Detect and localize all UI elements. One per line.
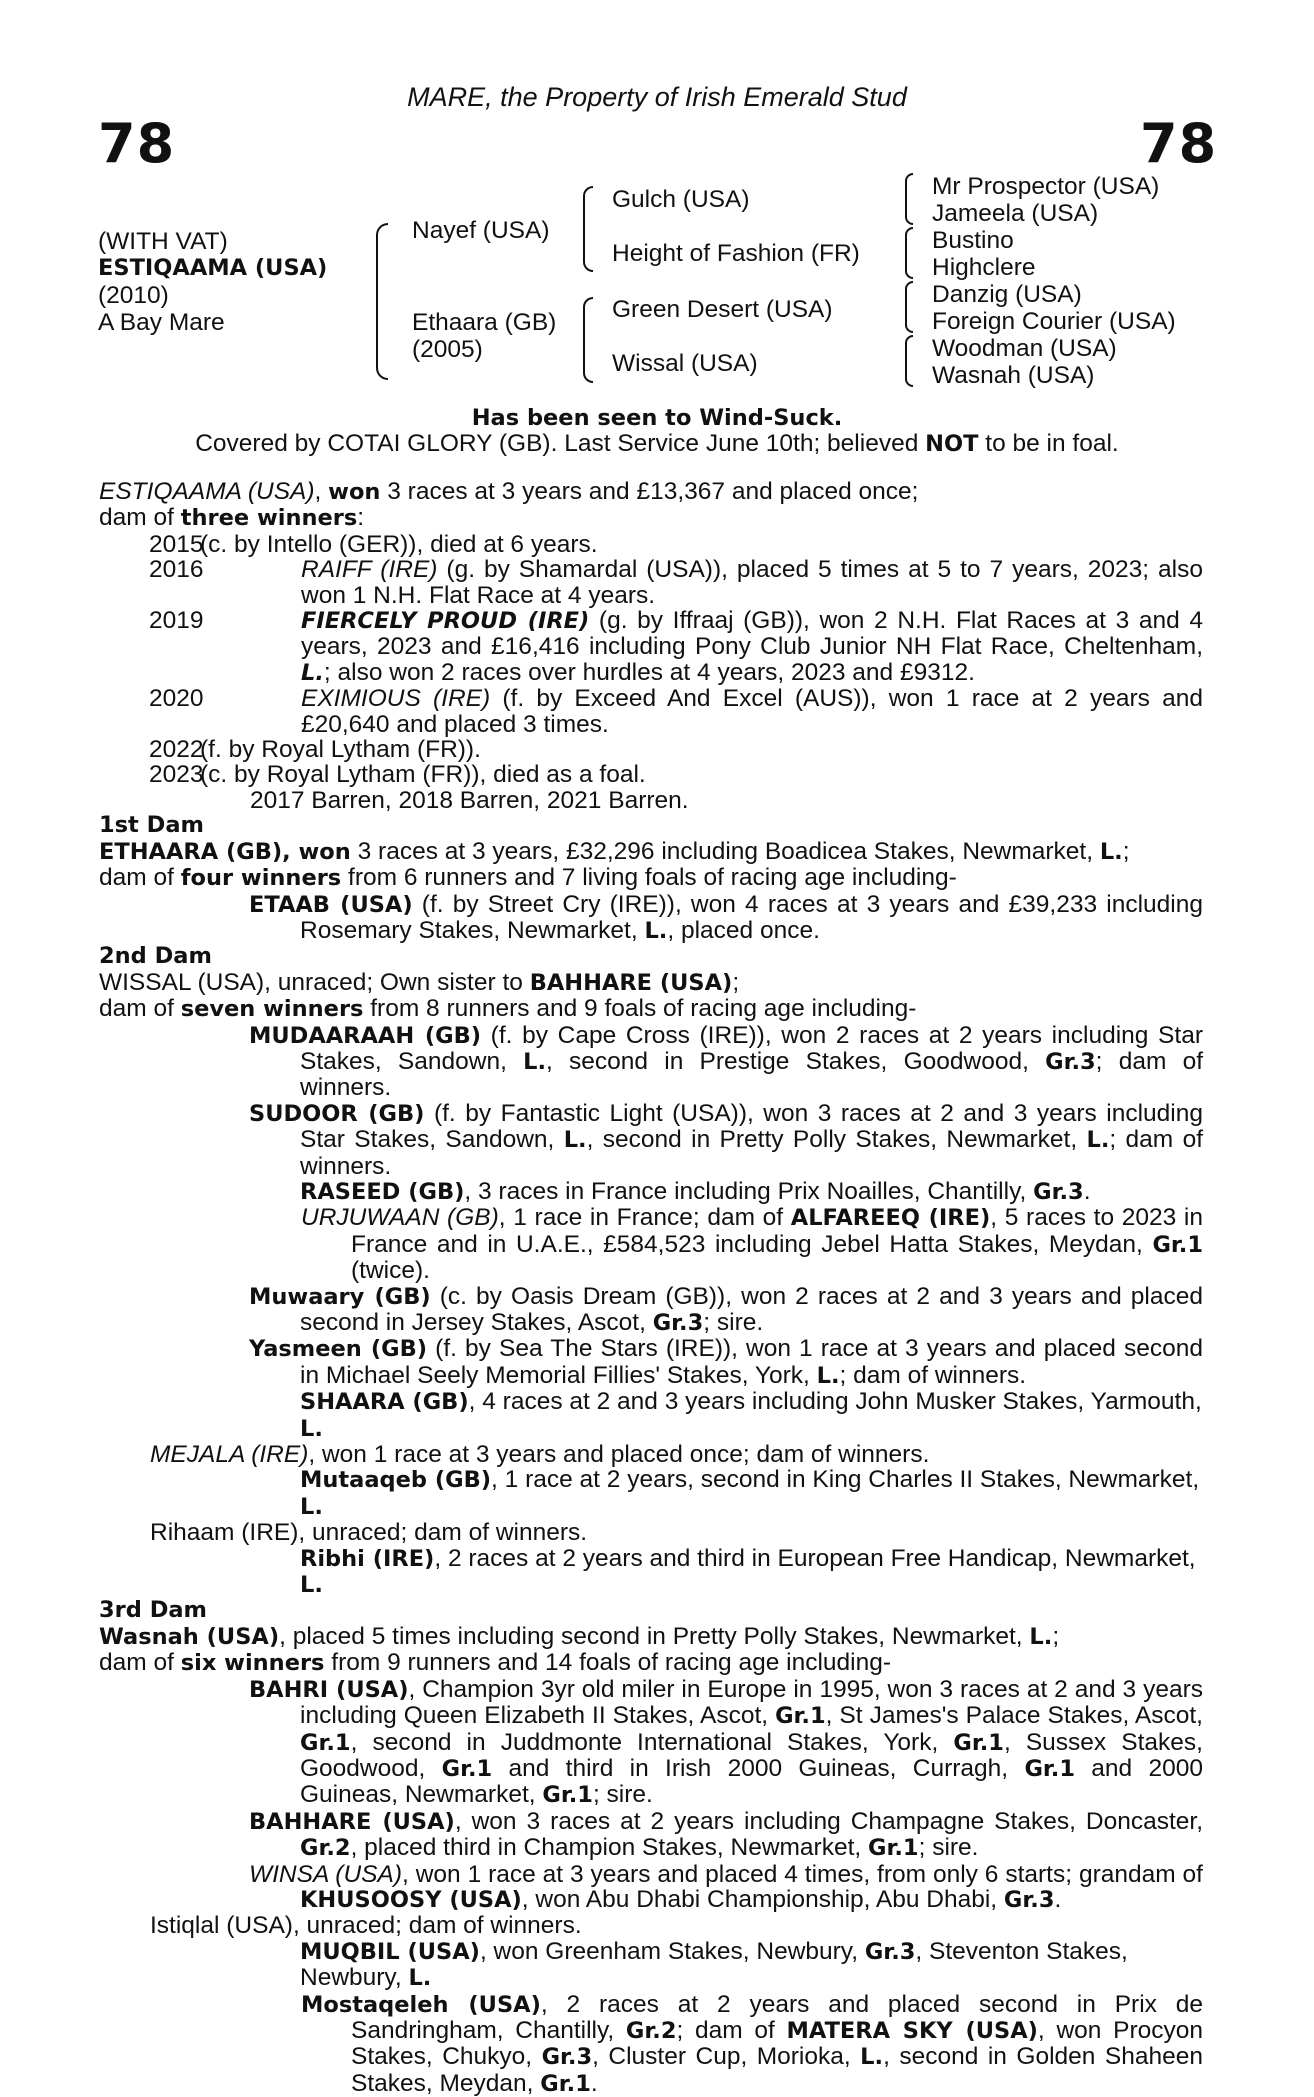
dam2-mejala: MEJALA (IRE), won 1 race at 3 years and placed once; dam of winners. <box>150 1441 930 1469</box>
gen3-1: Mr Prospector (USA) <box>932 173 1160 200</box>
horse-year: (2010) <box>98 282 169 309</box>
dam2-mudaaraah: MUDAARAAH (GB) (f. by Cape Cross (IRE)), won 2 races at 2 years including Star Stakes, Sandown, L., second in Prestige Stakes, Goodwood, Gr.3; dam of winners. <box>249 1021 1204 1102</box>
dam3-muqbil: MUQBIL (USA), won Greenham Stakes, Newbury, Gr.3, Steventon Stakes, Newbury, L. <box>300 1937 1128 1992</box>
gen2-dam-sire: Green Desert (USA) <box>612 296 833 323</box>
gen3-5: Danzig (USA) <box>932 281 1082 308</box>
dam1-heading: 1st Dam <box>99 812 204 839</box>
sire-name: Nayef (USA) <box>412 217 550 244</box>
dam2-shaara: SHAARA (GB), 4 races at 2 and 3 years including John Musker Stakes, Yarmouth, L. <box>300 1388 1202 1442</box>
gen3-2: Jameela (USA) <box>932 200 1099 227</box>
dam2-urjuwaan: URJUWAAN (GB), 1 race in France; dam of ALFAREEQ (IRE), 5 races to 2023 in France and in U.A.E., £584,523 including Jebel Hatta Stakes, Meydan, Gr.1 (twice). <box>301 1204 1203 1285</box>
brace-gen3-2 <box>905 227 913 279</box>
produce-2016: 2016 RAIFF (IRE) (g. by Shamardal (USA)), placed 5 times at 5 to 7 years, 2023; also won 1 N.H. Flat Race at 4 years. <box>149 556 1203 609</box>
gen2-sire-dam: Height of Fashion (FR) <box>612 240 860 267</box>
dam3-bahri: BAHRI (USA), Champion 3yr old miler in Europe in 1995, won 3 races at 2 and 3 years including Queen Elizabeth II Stakes, Ascot, Gr.1, St James's Palace Stakes, Ascot, Gr.1, second in Juddmonte International Stakes, York, Gr.1, Sussex Stakes, Goodwood, Gr.1 and third in Irish 2000 Guineas, Curragh, Gr.1 and 2000 Guineas, Newmarket, Gr.1; sire. <box>249 1675 1203 1809</box>
dam2-heading: 2nd Dam <box>99 943 212 970</box>
produce-damof: dam of three winners: <box>99 504 365 532</box>
dam2-raseed: RASEED (GB), 3 races in France including Prix Noailles, Chantilly, Gr.3. <box>300 1177 1091 1205</box>
brace-gen2-bottom <box>583 297 593 383</box>
dam2-mutaaqeb: Mutaaqeb (GB), 1 race at 2 years, second in King Charles II Stakes, Newmarket, L. <box>300 1466 1200 1520</box>
dam3-record: Wasnah (USA), placed 5 times including second in Pretty Polly Stakes, Newmarket, L.; <box>99 1622 1060 1650</box>
gen2-dam-dam: Wissal (USA) <box>612 350 758 377</box>
dam3-mostaqeleh: Mostaqeleh (USA), 2 races at 2 years and placed second in Prix de Sandringham, Chantilly, Gr.2; dam of MATERA SKY (USA), won Procyon Stakes, Chukyo, Gr.3, Cluster Cup, Morioka, L., second in Golden Shaheen Stakes, Meydan, Gr.1. <box>301 1990 1203 2097</box>
dam1-record: ETHAARA (GB), won 3 races at 3 years, £32,296 including Boadicea Stakes, Newmarket, L.; <box>99 837 1130 865</box>
vat-note: (WITH VAT) <box>98 228 228 255</box>
dam1-etaab: ETAAB (USA) (f. by Street Cry (IRE)), won 4 races at 3 years and £39,233 including Rosemary Stakes, Newmarket, L., placed once. <box>249 890 1203 944</box>
brace-gen3-1 <box>905 173 913 225</box>
gen3-7: Woodman (USA) <box>932 335 1117 362</box>
produce-intro: ESTIQAAMA (USA), won 3 races at 3 years and £13,367 and placed once; <box>99 478 919 505</box>
dam2-intro: WISSAL (USA), unraced; Own sister to BAHHARE (USA); <box>99 968 740 996</box>
gen3-3: Bustino <box>932 227 1014 254</box>
brace-gen3-4 <box>905 335 913 387</box>
wind-suck-note: Has been seen to Wind-Suck. <box>471 405 843 431</box>
dam2-rihaam: Rihaam (IRE), unraced; dam of winners. <box>150 1519 588 1547</box>
produce-2023: 2023(c. by Royal Lytham (FR)), died as a foal. <box>149 761 646 789</box>
page-title: MARE, the Property of Irish Emerald Stud <box>407 82 907 112</box>
gen2-sire-sire: Gulch (USA) <box>612 186 750 213</box>
dam-name: Ethaara (GB) <box>412 309 557 336</box>
dam3-heading: 3rd Dam <box>99 1597 207 1624</box>
produce-2020: 2020 EXIMIOUS (IRE) (f. by Exceed And Excel (AUS)), won 1 race at 2 years and £20,640 and placed 3 times. <box>149 685 1203 738</box>
gen3-8: Wasnah (USA) <box>932 362 1095 389</box>
brace-gen1 <box>376 223 388 380</box>
horse-name: ESTIQAAMA (USA) <box>98 255 328 281</box>
brace-gen3-3 <box>905 281 913 333</box>
dam3-bahhare: BAHHARE (USA), won 3 races at 2 years including Champagne Stakes, Doncaster, Gr.2, placed third in Champion Stakes, Newmarket, Gr.1; sire. <box>249 1807 1203 1862</box>
lot-number-right: 78 <box>1140 112 1218 175</box>
dam3-istiqlal: Istiqlal (USA), unraced; dam of winners. <box>150 1912 582 1940</box>
covering-note: Covered by COTAI GLORY (GB). Last Service June 10th; believed NOT to be in foal. <box>195 430 1119 457</box>
gen3-6: Foreign Courier (USA) <box>932 308 1176 335</box>
horse-description: A Bay Mare <box>98 309 225 336</box>
dam-year: (2005) <box>412 336 483 363</box>
dam3-winsa: WINSA (USA), won 1 race at 3 years and placed 4 times, from only 6 starts; grandam of KHUSOOSY (USA), won Abu Dhabi Championship, Abu Dhabi, Gr.3. <box>249 1860 1203 1913</box>
dam2-muwaary: Muwaary (GB) (c. by Oasis Dream (GB)), won 2 races at 2 and 3 years and placed second in Jersey Stakes, Ascot, Gr.3; sire. <box>249 1282 1204 1336</box>
produce-2015: 2015(c. by Intello (GER)), died at 6 years. <box>149 530 598 558</box>
produce-2019: 2019 FIERCELY PROUD (IRE) (g. by Iffraaj (GB)), won 2 N.H. Flat Races at 3 and 4 years, 2023 and £16,416 including Pony Club Junior NH Flat Race, Cheltenham, L.; also won 2 races over hurdles at 4 years, 2023 and £9312. <box>149 607 1203 686</box>
catalogue-body <box>99 479 1203 2097</box>
lot-number-left: 78 <box>98 112 176 175</box>
gen3-4: Highclere <box>932 254 1036 281</box>
dam3-damof: dam of six winners from 9 runners and 14 foals of racing age including- <box>99 1649 892 1677</box>
dam2-sudoor: SUDOOR (GB) (f. by Fantastic Light (USA)), won 3 races at 2 and 3 years including Star Stakes, Sandown, L., second in Pretty Polly Stakes, Newmarket, L.; dam of winners. <box>249 1099 1204 1180</box>
brace-gen2-top <box>583 186 593 272</box>
dam2-damof: dam of seven winners from 8 runners and 9 foals of racing age including- <box>99 995 917 1023</box>
produce-2022: 2022(f. by Royal Lytham (FR)). <box>149 736 481 764</box>
dam2-yasmeen: Yasmeen (GB) (f. by Sea The Stars (IRE)), won 1 race at 3 years and placed second in Michael Seely Memorial Fillies' Stakes, York, L.; dam of winners. <box>249 1335 1203 1389</box>
dam1-damof: dam of four winners from 6 runners and 7 living foals of racing age including- <box>99 864 957 892</box>
produce-barren: 2017 Barren, 2018 Barren, 2021 Barren. <box>250 786 689 814</box>
dam2-ribhi: Ribhi (IRE), 2 races at 2 years and third in European Free Handicap, Newmarket, L. <box>300 1544 1196 1599</box>
